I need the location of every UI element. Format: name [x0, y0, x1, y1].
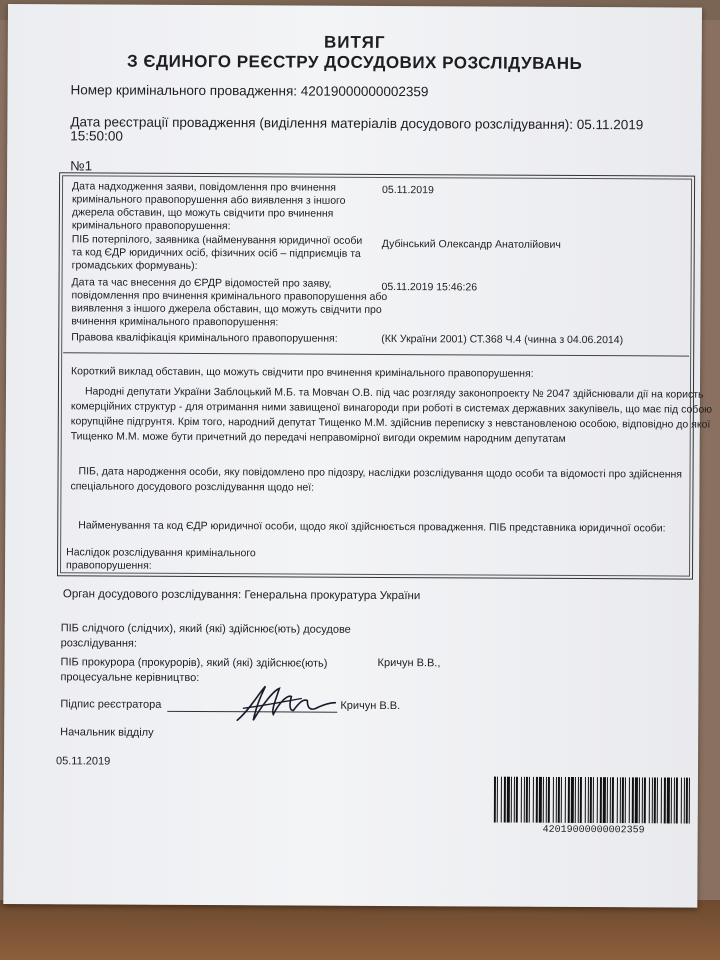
- prosecutor-label-line: процесуальне керівництво:: [60, 671, 200, 685]
- barcode-bar: [617, 777, 618, 823]
- barcode-bar: [635, 777, 638, 823]
- barcode-bar: [667, 777, 670, 823]
- barcode-bar: [639, 777, 640, 823]
- row1-label-line: кримінального правопорушення або виявлення з іншого: [71, 193, 346, 207]
- barcode-bar: [597, 777, 598, 823]
- row2-label-line: та код ЄДР юридичних осіб, фізичних осіб – підприємців та: [71, 246, 361, 260]
- registrar-label: Підпис реєстратора: [60, 698, 162, 711]
- row2-label-line: ПІБ потерпілого, заявника (найменування юридичної особи: [71, 233, 363, 247]
- suspect-label: [70, 464, 682, 497]
- barcode-bar: [600, 777, 602, 823]
- barcode-bar: [556, 777, 557, 823]
- row2-label: [72, 233, 363, 274]
- registry-table: [57, 172, 713, 579]
- barcode-bar: [497, 777, 498, 823]
- barcode-bar: [548, 777, 550, 823]
- row3-value: 05.11.2019 15:46:26: [381, 280, 478, 294]
- barcode-bar: [516, 777, 518, 823]
- row4-value: (КК України 2001) СТ.368 Ч.4 (чинна з 04.06.2014): [381, 332, 624, 347]
- barcode-bar: [571, 777, 574, 823]
- barcode-bar: [507, 777, 510, 823]
- barcode-bar: [568, 777, 570, 823]
- document-title: ВИТЯГ: [323, 32, 386, 52]
- barcode-bar: [529, 777, 530, 823]
- legal-entity-label: Найменування та код ЄДР юридичної особи, щодо якої здійснюється провадження. ПІБ представника юридичної особи:: [78, 519, 666, 535]
- summary-line: Тищенко М.М. може бути причетний до передачі неправомірної вигоди окремим народним депутатам: [70, 430, 566, 445]
- barcode-bar: [514, 777, 515, 823]
- row3-label-line: виявлення з іншого джерела обставин, що можуть свідчити про: [71, 302, 382, 316]
- barcode-bar: [681, 778, 682, 824]
- barcode-bar: [622, 777, 624, 823]
- barcode-bar: [657, 777, 658, 823]
- investigator-label-line: розслідування:: [60, 637, 137, 650]
- summary-text: [71, 384, 712, 447]
- row4-label: Правова кваліфікація кримінального правопорушення:: [71, 331, 338, 345]
- barcode-bar: [603, 777, 606, 823]
- barcode-bar: [629, 777, 630, 823]
- row2-value: Дубінський Олександр Анатолійович: [381, 237, 561, 251]
- summary-line: комерційних структур - для отримання ними завищеної винагороди при роботі в системах державних закупівель, що має під собою: [70, 400, 713, 416]
- barcode-bar: [561, 777, 562, 823]
- barcode-bar: [610, 777, 611, 823]
- barcode-bar: [524, 777, 525, 823]
- barcode-bar: [664, 777, 666, 823]
- barcode-bar: [504, 777, 506, 823]
- barcode-bar: [654, 777, 656, 823]
- registrar-name: Кричун В.В.: [340, 699, 401, 713]
- suspect-label-line: ПІБ, дата народження особи, яку повідомлено про підозру, наслідки розслідування щодо особи та відомості про здійснення: [78, 465, 683, 481]
- row3-label-line: повідомлення про вчинення кримінального правопорушення або: [71, 289, 388, 303]
- barcode-bar: [533, 777, 534, 823]
- barcode-bar: [652, 777, 653, 823]
- result-label: [66, 546, 256, 573]
- document-subtitle: З ЄДИНОГО РЕЄСТРУ ДОСУДОВИХ РОЗСЛІДУВАНЬ: [127, 51, 583, 74]
- barcode-bar: [671, 777, 672, 823]
- barcode-number: 42019000000002359: [542, 824, 645, 837]
- row1-value: 05.11.2019: [382, 183, 434, 197]
- row1-label: [72, 180, 346, 233]
- barcode-bar: [575, 777, 576, 823]
- barcode-bar: [543, 777, 544, 823]
- investigator-label-line: ПІБ слідчого (слідчих), який (які) здійснює(ють) досудове: [60, 622, 351, 636]
- document-date: 05.11.2019: [56, 755, 111, 768]
- prosecutor-name: Кричун В.В.,: [377, 656, 441, 670]
- barcode-bar: [642, 777, 643, 823]
- barcode-bar: [684, 778, 685, 824]
- registration-date-line1: Дата реєстрації провадження (виділення матеріалів досудового розслідування): 05.11.2019: [70, 114, 644, 133]
- barcode-bar: [553, 777, 554, 823]
- investigation-organ: Орган досудового розслідування: Генеральна прокуратура України: [62, 588, 421, 603]
- barcode-bar: [588, 777, 589, 823]
- summary-label: Короткий виклад обставин, що можуть свідчити про вчинення кримінального правопорушення:: [71, 365, 534, 380]
- barcode-bar: [585, 777, 586, 823]
- row3-label: [71, 276, 387, 330]
- barcode-bar: [661, 777, 662, 823]
- barcode-bar: [625, 777, 626, 823]
- barcode-bar: [632, 777, 634, 823]
- summary-line: Народні депутати України Заблоцький М.Б. та Мовчан О.В. під час розгляду законопроекту № 2047 здійснювали дії на користь: [84, 385, 704, 401]
- barcode-bar: [649, 777, 650, 823]
- barcode-bar: [580, 777, 582, 823]
- head-of-department-label: Начальник відділу: [60, 726, 154, 739]
- suspect-label-line: спеціального досудового розслідування щодо неї:: [70, 480, 315, 494]
- prosecutor-label-line: ПІБ прокурора (прокурорів), який (які) здійснює(ють): [60, 656, 328, 670]
- barcode-bar: [521, 777, 522, 823]
- result-label-line: правопорушення:: [66, 559, 152, 572]
- barcode-bar: [511, 777, 512, 823]
- barcode-bar: [536, 777, 538, 823]
- table-surface: [0, 900, 720, 960]
- row1-label-line: джерела обставин, що можуть свідчити про вчинення: [71, 206, 334, 220]
- barcode-bar: [558, 777, 560, 823]
- barcode-bar: [546, 777, 547, 823]
- barcode-bar: [676, 778, 678, 824]
- document-page: [3, 4, 713, 908]
- summary-line: корупційне підгрунтя. Крім того, народний депутат Тищенко М.М. здійснив переписку з невстановленою особою, відповідно до якої: [70, 415, 711, 431]
- row2-label-line: громадських формувань):: [71, 259, 198, 272]
- barcode-bar: [674, 777, 675, 823]
- row3-label-line: вчинення кримінального правопорушення:: [71, 315, 279, 329]
- result-label-line: Наслідок розслідування кримінального: [66, 546, 256, 560]
- entry-number: №1: [70, 158, 93, 174]
- barcode: [494, 777, 694, 824]
- row1-label-line: кримінального правопорушення:: [71, 219, 231, 233]
- case-number: Номер кримінального провадження: 42019000000002359: [70, 82, 429, 100]
- investigator-label: [61, 621, 351, 653]
- row1-label-line: Дата надходження заяви, повідомлення про вчинення: [72, 180, 336, 194]
- barcode-bar: [593, 777, 594, 823]
- barcode-bar: [501, 777, 502, 823]
- barcode-bar: [644, 777, 646, 823]
- barcode-bar: [612, 777, 614, 823]
- barcode-bar: [578, 777, 579, 823]
- row3-label-line: Дата та час внесення до ЄРДР відомостей про заяву,: [71, 276, 332, 290]
- barcode-bar: [526, 777, 528, 823]
- barcode-bar: [686, 778, 688, 824]
- barcode-bar: [565, 777, 566, 823]
- registration-date-line2: 15:50:00: [70, 128, 123, 144]
- barcode-bar: [689, 778, 690, 824]
- barcode-bar: [620, 777, 621, 823]
- barcode-bar: [590, 777, 592, 823]
- registrar-signature: [229, 680, 339, 729]
- barcode-bar: [539, 777, 542, 823]
- barcode-bar: [494, 777, 496, 823]
- barcode-bar: [607, 777, 608, 823]
